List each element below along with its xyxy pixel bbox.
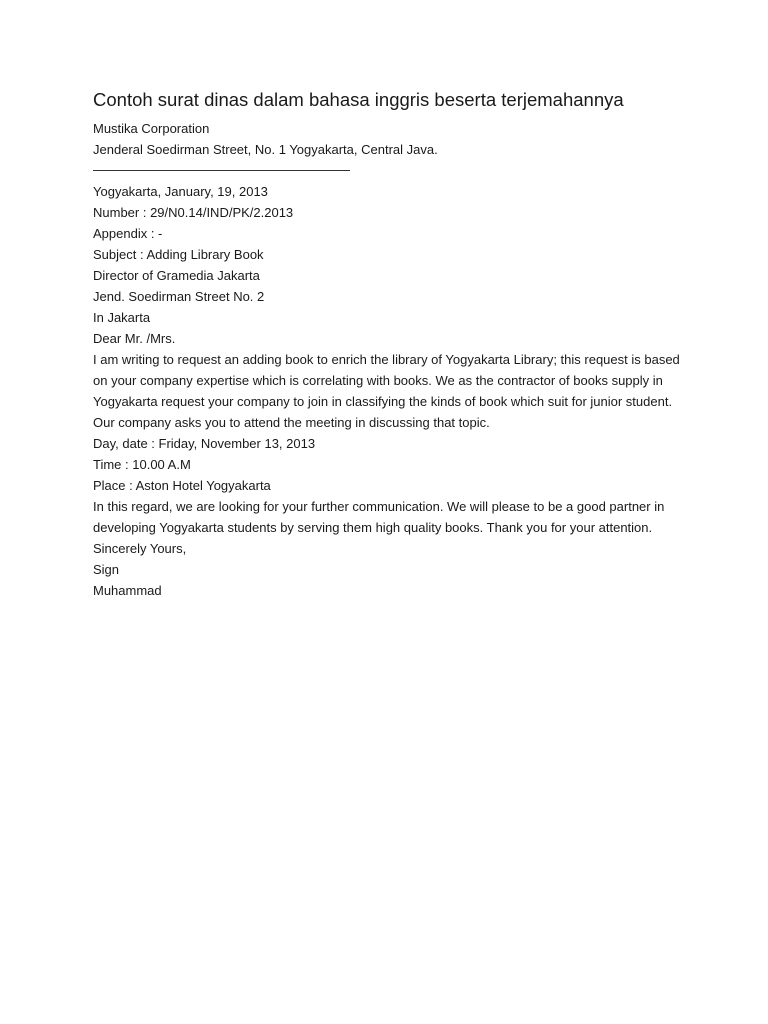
body-paragraph: I am writing to request an adding book to enrich the library of Yogyakarta Library; this request is based on your company expertise which is correlating with books. We as the contractor of books supply in Yogyakarta request your company to join in classifying the kinds of book which suit for junior student. Our company asks you to attend the meeting in discussing that topic. xyxy=(93,352,680,430)
recipient-name: Director of Gramedia Jakarta xyxy=(93,268,260,283)
company-name: Mustika Corporation xyxy=(93,121,210,136)
recipient-city: In Jakarta xyxy=(93,310,151,325)
signer-name: Muhammad xyxy=(93,583,162,598)
meeting-details xyxy=(93,433,693,496)
letterhead-divider xyxy=(93,170,350,171)
sign-off: Sincerely Yours, xyxy=(93,541,187,556)
sign-label: Sign xyxy=(93,562,120,577)
letter-appendix: Appendix : - xyxy=(93,226,163,241)
letterhead xyxy=(93,118,693,160)
recipient-block xyxy=(93,265,693,328)
meeting-day-date: Day, date : Friday, November 13, 2013 xyxy=(93,436,316,451)
signature-block xyxy=(93,538,693,601)
document-title: Contoh surat dinas dalam bahasa inggris beserta terjemahannya xyxy=(93,89,624,110)
closing-paragraph: In this regard, we are looking for your further communication. We will please to be a good partner in developing Yogyakarta students by serving them high quality books. Thank you for your attention. xyxy=(93,499,665,535)
letter-page xyxy=(93,86,693,601)
letter-number: Number : 29/N0.14/IND/PK/2.2013 xyxy=(93,205,294,220)
company-address: Jenderal Soedirman Street, No. 1 Yogyakarta, Central Java. xyxy=(93,142,438,157)
place-date: Yogyakarta, January, 19, 2013 xyxy=(93,184,268,199)
recipient-street: Jend. Soedirman Street No. 2 xyxy=(93,289,265,304)
salutation: Dear Mr. /Mrs. xyxy=(93,331,176,346)
meeting-place: Place : Aston Hotel Yogyakarta xyxy=(93,478,271,493)
meeting-time: Time : 10.00 A.M xyxy=(93,457,191,472)
letter-header xyxy=(93,181,693,265)
letter-subject: Subject : Adding Library Book xyxy=(93,247,264,262)
